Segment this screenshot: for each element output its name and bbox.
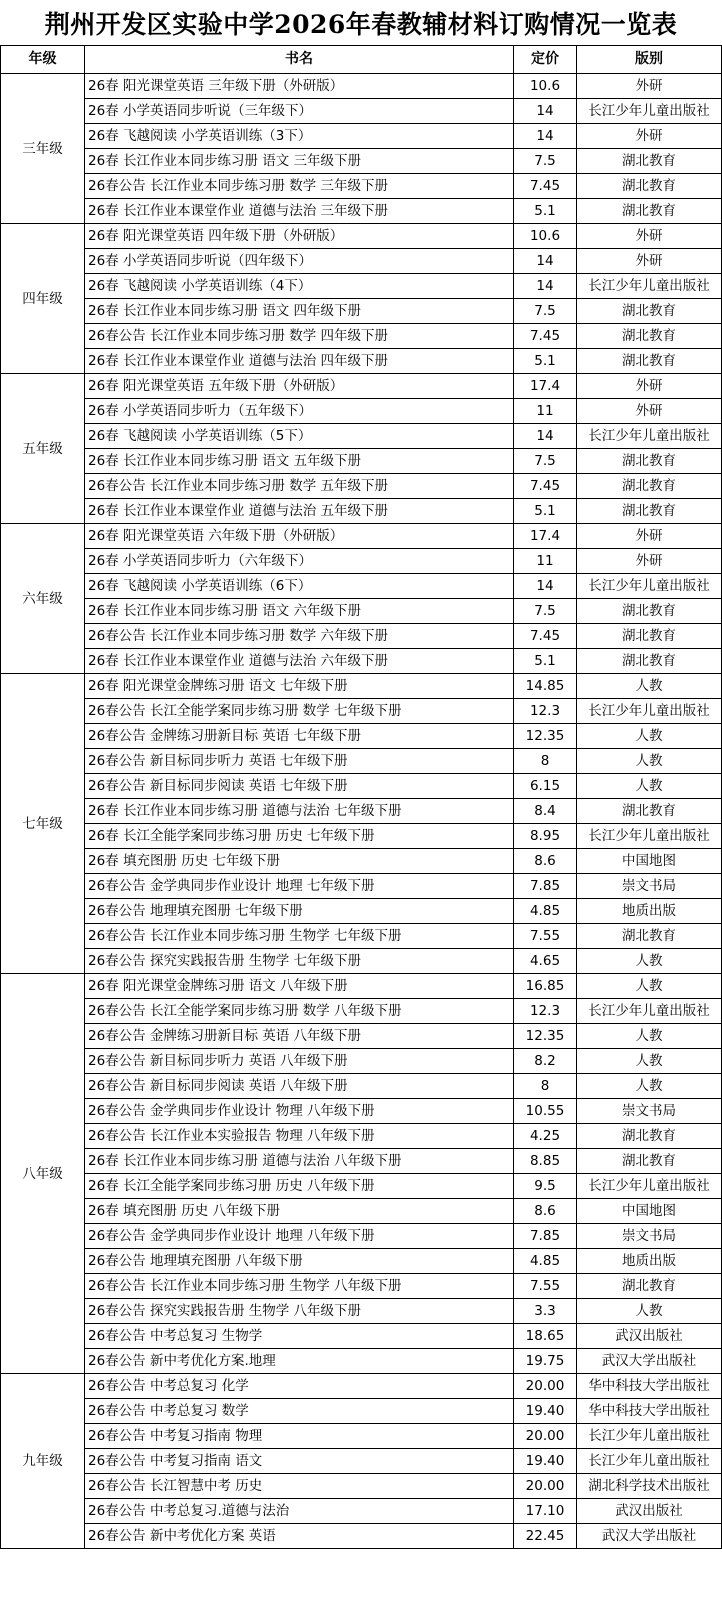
price-cell: 20.00 <box>514 1374 577 1399</box>
book-name-cell: 26春公告 长江全能学案同步练习册 数学 八年级下册 <box>85 999 514 1024</box>
book-name-cell: 26春 填充图册 历史 八年级下册 <box>85 1199 514 1224</box>
price-cell: 7.45 <box>514 324 577 349</box>
book-name-cell: 26春公告 金学典同步作业设计 地理 七年级下册 <box>85 874 514 899</box>
book-name-cell: 26春 长江作业本课堂作业 道德与法治 三年级下册 <box>85 199 514 224</box>
publisher-cell: 华中科技大学出版社 <box>577 1399 722 1424</box>
grade-cell: 四年级 <box>1 224 85 374</box>
publisher-cell: 长江少年儿童出版社 <box>577 1174 722 1199</box>
book-name-cell: 26春 长江全能学案同步练习册 历史 七年级下册 <box>85 824 514 849</box>
book-name-cell: 26春公告 中考总复习.道德与法治 <box>85 1499 514 1524</box>
table-row <box>1 949 722 974</box>
price-cell: 7.45 <box>514 624 577 649</box>
book-name-cell: 26春 长江作业本课堂作业 道德与法治 五年级下册 <box>85 499 514 524</box>
book-name-cell: 26春 飞越阅读 小学英语训练（5下） <box>85 424 514 449</box>
publisher-cell: 外研 <box>577 549 722 574</box>
table-row <box>1 99 722 124</box>
price-cell: 7.85 <box>514 874 577 899</box>
publisher-cell: 长江少年儿童出版社 <box>577 424 722 449</box>
price-cell: 17.4 <box>514 524 577 549</box>
header-name: 书名 <box>85 46 514 74</box>
table-row <box>1 699 722 724</box>
price-cell: 14 <box>514 424 577 449</box>
price-cell: 4.65 <box>514 949 577 974</box>
price-cell: 14 <box>514 124 577 149</box>
book-name-cell: 26春 小学英语同步听力（五年级下） <box>85 399 514 424</box>
table-row <box>1 899 722 924</box>
publisher-cell: 湖北科学技术出版社 <box>577 1474 722 1499</box>
price-cell: 10.6 <box>514 224 577 249</box>
table-row <box>1 924 722 949</box>
price-cell: 20.00 <box>514 1424 577 1449</box>
table-row <box>1 249 722 274</box>
publisher-cell: 武汉出版社 <box>577 1324 722 1349</box>
book-name-cell: 26春公告 中考复习指南 物理 <box>85 1424 514 1449</box>
grade-cell: 八年级 <box>1 974 85 1374</box>
publisher-cell: 外研 <box>577 524 722 549</box>
book-name-cell: 26春公告 新目标同步听力 英语 七年级下册 <box>85 749 514 774</box>
grade-cell: 七年级 <box>1 674 85 974</box>
publisher-cell: 外研 <box>577 74 722 99</box>
publisher-cell: 地质出版 <box>577 899 722 924</box>
publisher-cell: 人教 <box>577 749 722 774</box>
table-row <box>1 324 722 349</box>
book-name-cell: 26春公告 新目标同步阅读 英语 七年级下册 <box>85 774 514 799</box>
table-row <box>1 374 722 399</box>
price-cell: 8.2 <box>514 1049 577 1074</box>
publisher-cell: 人教 <box>577 1024 722 1049</box>
book-name-cell: 26春 长江作业本同步练习册 语文 三年级下册 <box>85 149 514 174</box>
book-name-cell: 26春公告 长江作业本同步练习册 数学 三年级下册 <box>85 174 514 199</box>
publisher-cell: 长江少年儿童出版社 <box>577 699 722 724</box>
table-row <box>1 999 722 1024</box>
price-cell: 14 <box>514 574 577 599</box>
price-cell: 7.85 <box>514 1224 577 1249</box>
header-grade: 年级 <box>1 46 85 74</box>
price-cell: 6.15 <box>514 774 577 799</box>
header-publisher: 版别 <box>577 46 722 74</box>
publisher-cell: 湖北教育 <box>577 624 722 649</box>
book-name-cell: 26春 填充图册 历史 七年级下册 <box>85 849 514 874</box>
table-row <box>1 1299 722 1324</box>
price-cell: 4.85 <box>514 1249 577 1274</box>
book-name-cell: 26春 阳光课堂金牌练习册 语文 七年级下册 <box>85 674 514 699</box>
publisher-cell: 湖北教育 <box>577 324 722 349</box>
table-row <box>1 599 722 624</box>
book-name-cell: 26春 长江全能学案同步练习册 历史 八年级下册 <box>85 1174 514 1199</box>
table-row <box>1 1474 722 1499</box>
table-row <box>1 124 722 149</box>
table-row <box>1 1324 722 1349</box>
table-header-row <box>1 46 722 74</box>
book-name-cell: 26春公告 新目标同步阅读 英语 八年级下册 <box>85 1074 514 1099</box>
publisher-cell: 湖北教育 <box>577 649 722 674</box>
price-cell: 7.45 <box>514 474 577 499</box>
book-name-cell: 26春 阳光课堂金牌练习册 语文 八年级下册 <box>85 974 514 999</box>
book-name-cell: 26春 阳光课堂英语 五年级下册（外研版） <box>85 374 514 399</box>
publisher-cell: 外研 <box>577 399 722 424</box>
table-row <box>1 499 722 524</box>
price-cell: 12.3 <box>514 999 577 1024</box>
table-row <box>1 474 722 499</box>
table-row <box>1 849 722 874</box>
publisher-cell: 湖北教育 <box>577 349 722 374</box>
table-row <box>1 1349 722 1374</box>
grade-cell: 九年级 <box>1 1374 85 1549</box>
grade-cell: 五年级 <box>1 374 85 524</box>
publisher-cell: 湖北教育 <box>577 599 722 624</box>
table-row <box>1 749 722 774</box>
publisher-cell: 长江少年儿童出版社 <box>577 99 722 124</box>
book-name-cell: 26春公告 新中考优化方案.地理 <box>85 1349 514 1374</box>
table-row <box>1 274 722 299</box>
price-cell: 14.85 <box>514 674 577 699</box>
book-name-cell: 26春 长江作业本同步练习册 道德与法治 八年级下册 <box>85 1149 514 1174</box>
publisher-cell: 湖北教育 <box>577 499 722 524</box>
book-name-cell: 26春公告 地理填充图册 七年级下册 <box>85 899 514 924</box>
price-cell: 20.00 <box>514 1474 577 1499</box>
price-cell: 10.6 <box>514 74 577 99</box>
table-row <box>1 349 722 374</box>
table-row <box>1 549 722 574</box>
price-cell: 19.40 <box>514 1449 577 1474</box>
price-cell: 8.6 <box>514 1199 577 1224</box>
publisher-cell: 外研 <box>577 124 722 149</box>
price-cell: 11 <box>514 399 577 424</box>
price-cell: 14 <box>514 99 577 124</box>
book-name-cell: 26春公告 中考总复习 数学 <box>85 1399 514 1424</box>
price-cell: 14 <box>514 249 577 274</box>
publisher-cell: 外研 <box>577 374 722 399</box>
price-cell: 8.85 <box>514 1149 577 1174</box>
price-cell: 7.55 <box>514 924 577 949</box>
table-row <box>1 399 722 424</box>
price-cell: 22.45 <box>514 1524 577 1549</box>
publisher-cell: 华中科技大学出版社 <box>577 1374 722 1399</box>
book-name-cell: 26春公告 长江作业本实验报告 物理 八年级下册 <box>85 1124 514 1149</box>
price-cell: 3.3 <box>514 1299 577 1324</box>
publisher-cell: 人教 <box>577 774 722 799</box>
publisher-cell: 武汉大学出版社 <box>577 1349 722 1374</box>
book-name-cell: 26春 飞越阅读 小学英语训练（6下） <box>85 574 514 599</box>
price-cell: 7.5 <box>514 149 577 174</box>
price-cell: 8 <box>514 1074 577 1099</box>
publisher-cell: 湖北教育 <box>577 474 722 499</box>
price-cell: 4.85 <box>514 899 577 924</box>
publisher-cell: 人教 <box>577 724 722 749</box>
price-cell: 7.45 <box>514 174 577 199</box>
publisher-cell: 外研 <box>577 224 722 249</box>
publisher-cell: 中国地图 <box>577 1199 722 1224</box>
table-row <box>1 624 722 649</box>
table-row <box>1 174 722 199</box>
publisher-cell: 崇文书局 <box>577 1099 722 1124</box>
publisher-cell: 湖北教育 <box>577 924 722 949</box>
price-cell: 12.35 <box>514 724 577 749</box>
publisher-cell: 长江少年儿童出版社 <box>577 1449 722 1474</box>
table-row <box>1 199 722 224</box>
publisher-cell: 长江少年儿童出版社 <box>577 999 722 1024</box>
price-cell: 8 <box>514 749 577 774</box>
table-body <box>1 74 722 1549</box>
book-name-cell: 26春 长江作业本同步练习册 道德与法治 七年级下册 <box>85 799 514 824</box>
table-row <box>1 1074 722 1099</box>
book-name-cell: 26春公告 长江作业本同步练习册 生物学 八年级下册 <box>85 1274 514 1299</box>
book-name-cell: 26春公告 新中考优化方案 英语 <box>85 1524 514 1549</box>
table-row <box>1 1099 722 1124</box>
price-cell: 7.5 <box>514 449 577 474</box>
table-row <box>1 1274 722 1299</box>
book-name-cell: 26春公告 中考复习指南 语文 <box>85 1449 514 1474</box>
table-row <box>1 674 722 699</box>
book-name-cell: 26春公告 长江作业本同步练习册 生物学 七年级下册 <box>85 924 514 949</box>
book-name-cell: 26春公告 长江作业本同步练习册 数学 四年级下册 <box>85 324 514 349</box>
book-name-cell: 26春 阳光课堂英语 三年级下册（外研版） <box>85 74 514 99</box>
price-cell: 11 <box>514 549 577 574</box>
header-price: 定价 <box>514 46 577 74</box>
table-row <box>1 874 722 899</box>
book-name-cell: 26春公告 长江作业本同步练习册 数学 五年级下册 <box>85 474 514 499</box>
publisher-cell: 湖北教育 <box>577 299 722 324</box>
book-name-cell: 26春 长江作业本同步练习册 语文 五年级下册 <box>85 449 514 474</box>
grade-cell: 三年级 <box>1 74 85 224</box>
publisher-cell: 长江少年儿童出版社 <box>577 274 722 299</box>
book-name-cell: 26春公告 探究实践报告册 生物学 七年级下册 <box>85 949 514 974</box>
price-cell: 16.85 <box>514 974 577 999</box>
table-row <box>1 1499 722 1524</box>
price-cell: 7.55 <box>514 1274 577 1299</box>
price-cell: 8.95 <box>514 824 577 849</box>
publisher-cell: 长江少年儿童出版社 <box>577 824 722 849</box>
book-name-cell: 26春公告 长江全能学案同步练习册 数学 七年级下册 <box>85 699 514 724</box>
price-cell: 10.55 <box>514 1099 577 1124</box>
book-name-cell: 26春公告 长江作业本同步练习册 数学 六年级下册 <box>85 624 514 649</box>
table-row <box>1 1224 722 1249</box>
book-name-cell: 26春 阳光课堂英语 六年级下册（外研版） <box>85 524 514 549</box>
table-row <box>1 524 722 549</box>
page-title: 荆州开发区实验中学2026年春教辅材料订购情况一览表 <box>44 10 678 39</box>
table-row <box>1 1449 722 1474</box>
book-name-cell: 26春公告 金学典同步作业设计 物理 八年级下册 <box>85 1099 514 1124</box>
price-cell: 12.35 <box>514 1024 577 1049</box>
table-row <box>1 149 722 174</box>
table-row <box>1 649 722 674</box>
publisher-cell: 崇文书局 <box>577 874 722 899</box>
price-cell: 19.40 <box>514 1399 577 1424</box>
price-cell: 7.5 <box>514 299 577 324</box>
book-name-cell: 26春 长江作业本同步练习册 语文 六年级下册 <box>85 599 514 624</box>
book-name-cell: 26春 阳光课堂英语 四年级下册（外研版） <box>85 224 514 249</box>
table-row <box>1 1174 722 1199</box>
table-row <box>1 1249 722 1274</box>
book-name-cell: 26春 飞越阅读 小学英语训练（4下） <box>85 274 514 299</box>
book-name-cell: 26春公告 新目标同步听力 英语 八年级下册 <box>85 1049 514 1074</box>
publisher-cell: 湖北教育 <box>577 449 722 474</box>
publisher-cell: 湖北教育 <box>577 1149 722 1174</box>
publisher-cell: 湖北教育 <box>577 149 722 174</box>
table-row <box>1 299 722 324</box>
price-cell: 5.1 <box>514 349 577 374</box>
book-name-cell: 26春公告 中考总复习 生物学 <box>85 1324 514 1349</box>
book-name-cell: 26春 长江作业本同步练习册 语文 四年级下册 <box>85 299 514 324</box>
price-cell: 19.75 <box>514 1349 577 1374</box>
publisher-cell: 人教 <box>577 1049 722 1074</box>
book-name-cell: 26春 小学英语同步听力（六年级下） <box>85 549 514 574</box>
publisher-cell: 湖北教育 <box>577 1124 722 1149</box>
book-name-cell: 26春 飞越阅读 小学英语训练（3下） <box>85 124 514 149</box>
price-cell: 5.1 <box>514 499 577 524</box>
table-row <box>1 724 722 749</box>
table-row <box>1 1024 722 1049</box>
price-cell: 18.65 <box>514 1324 577 1349</box>
price-cell: 17.10 <box>514 1499 577 1524</box>
table-row <box>1 1424 722 1449</box>
publisher-cell: 人教 <box>577 949 722 974</box>
price-cell: 5.1 <box>514 199 577 224</box>
price-cell: 8.4 <box>514 799 577 824</box>
table-row <box>1 74 722 99</box>
publisher-cell: 外研 <box>577 249 722 274</box>
publisher-cell: 湖北教育 <box>577 174 722 199</box>
price-cell: 9.5 <box>514 1174 577 1199</box>
price-cell: 7.5 <box>514 599 577 624</box>
publisher-cell: 长江少年儿童出版社 <box>577 1424 722 1449</box>
table-row <box>1 449 722 474</box>
table-row <box>1 224 722 249</box>
publisher-cell: 地质出版 <box>577 1249 722 1274</box>
price-cell: 12.3 <box>514 699 577 724</box>
price-cell: 4.25 <box>514 1124 577 1149</box>
table-row <box>1 774 722 799</box>
publisher-cell: 崇文书局 <box>577 1224 722 1249</box>
publisher-cell: 武汉出版社 <box>577 1499 722 1524</box>
price-cell: 14 <box>514 274 577 299</box>
price-cell: 5.1 <box>514 649 577 674</box>
table-row <box>1 424 722 449</box>
book-name-cell: 26春公告 地理填充图册 八年级下册 <box>85 1249 514 1274</box>
table-row <box>1 1199 722 1224</box>
table-row <box>1 799 722 824</box>
publisher-cell: 人教 <box>577 1299 722 1324</box>
book-name-cell: 26春公告 探究实践报告册 生物学 八年级下册 <box>85 1299 514 1324</box>
publisher-cell: 人教 <box>577 1074 722 1099</box>
price-cell: 8.6 <box>514 849 577 874</box>
publisher-cell: 湖北教育 <box>577 1274 722 1299</box>
publisher-cell: 人教 <box>577 674 722 699</box>
table-row <box>1 824 722 849</box>
table-row <box>1 1149 722 1174</box>
publisher-cell: 中国地图 <box>577 849 722 874</box>
table-row <box>1 1374 722 1399</box>
publisher-cell: 人教 <box>577 974 722 999</box>
table-row <box>1 1124 722 1149</box>
price-cell: 17.4 <box>514 374 577 399</box>
book-name-cell: 26春公告 金牌练习册新目标 英语 七年级下册 <box>85 724 514 749</box>
order-table <box>0 45 722 1549</box>
publisher-cell: 湖北教育 <box>577 199 722 224</box>
grade-cell: 六年级 <box>1 524 85 674</box>
book-name-cell: 26春公告 长江智慧中考 历史 <box>85 1474 514 1499</box>
table-row <box>1 1399 722 1424</box>
book-name-cell: 26春公告 金学典同步作业设计 地理 八年级下册 <box>85 1224 514 1249</box>
book-name-cell: 26春 小学英语同步听说（三年级下） <box>85 99 514 124</box>
publisher-cell: 武汉大学出版社 <box>577 1524 722 1549</box>
table-row <box>1 574 722 599</box>
book-name-cell: 26春 长江作业本课堂作业 道德与法治 六年级下册 <box>85 649 514 674</box>
book-name-cell: 26春公告 金牌练习册新目标 英语 八年级下册 <box>85 1024 514 1049</box>
table-row <box>1 1049 722 1074</box>
book-name-cell: 26春 小学英语同步听说（四年级下） <box>85 249 514 274</box>
book-name-cell: 26春公告 中考总复习 化学 <box>85 1374 514 1399</box>
table-row <box>1 974 722 999</box>
publisher-cell: 湖北教育 <box>577 799 722 824</box>
table-row <box>1 1524 722 1549</box>
publisher-cell: 长江少年儿童出版社 <box>577 574 722 599</box>
book-name-cell: 26春 长江作业本课堂作业 道德与法治 四年级下册 <box>85 349 514 374</box>
